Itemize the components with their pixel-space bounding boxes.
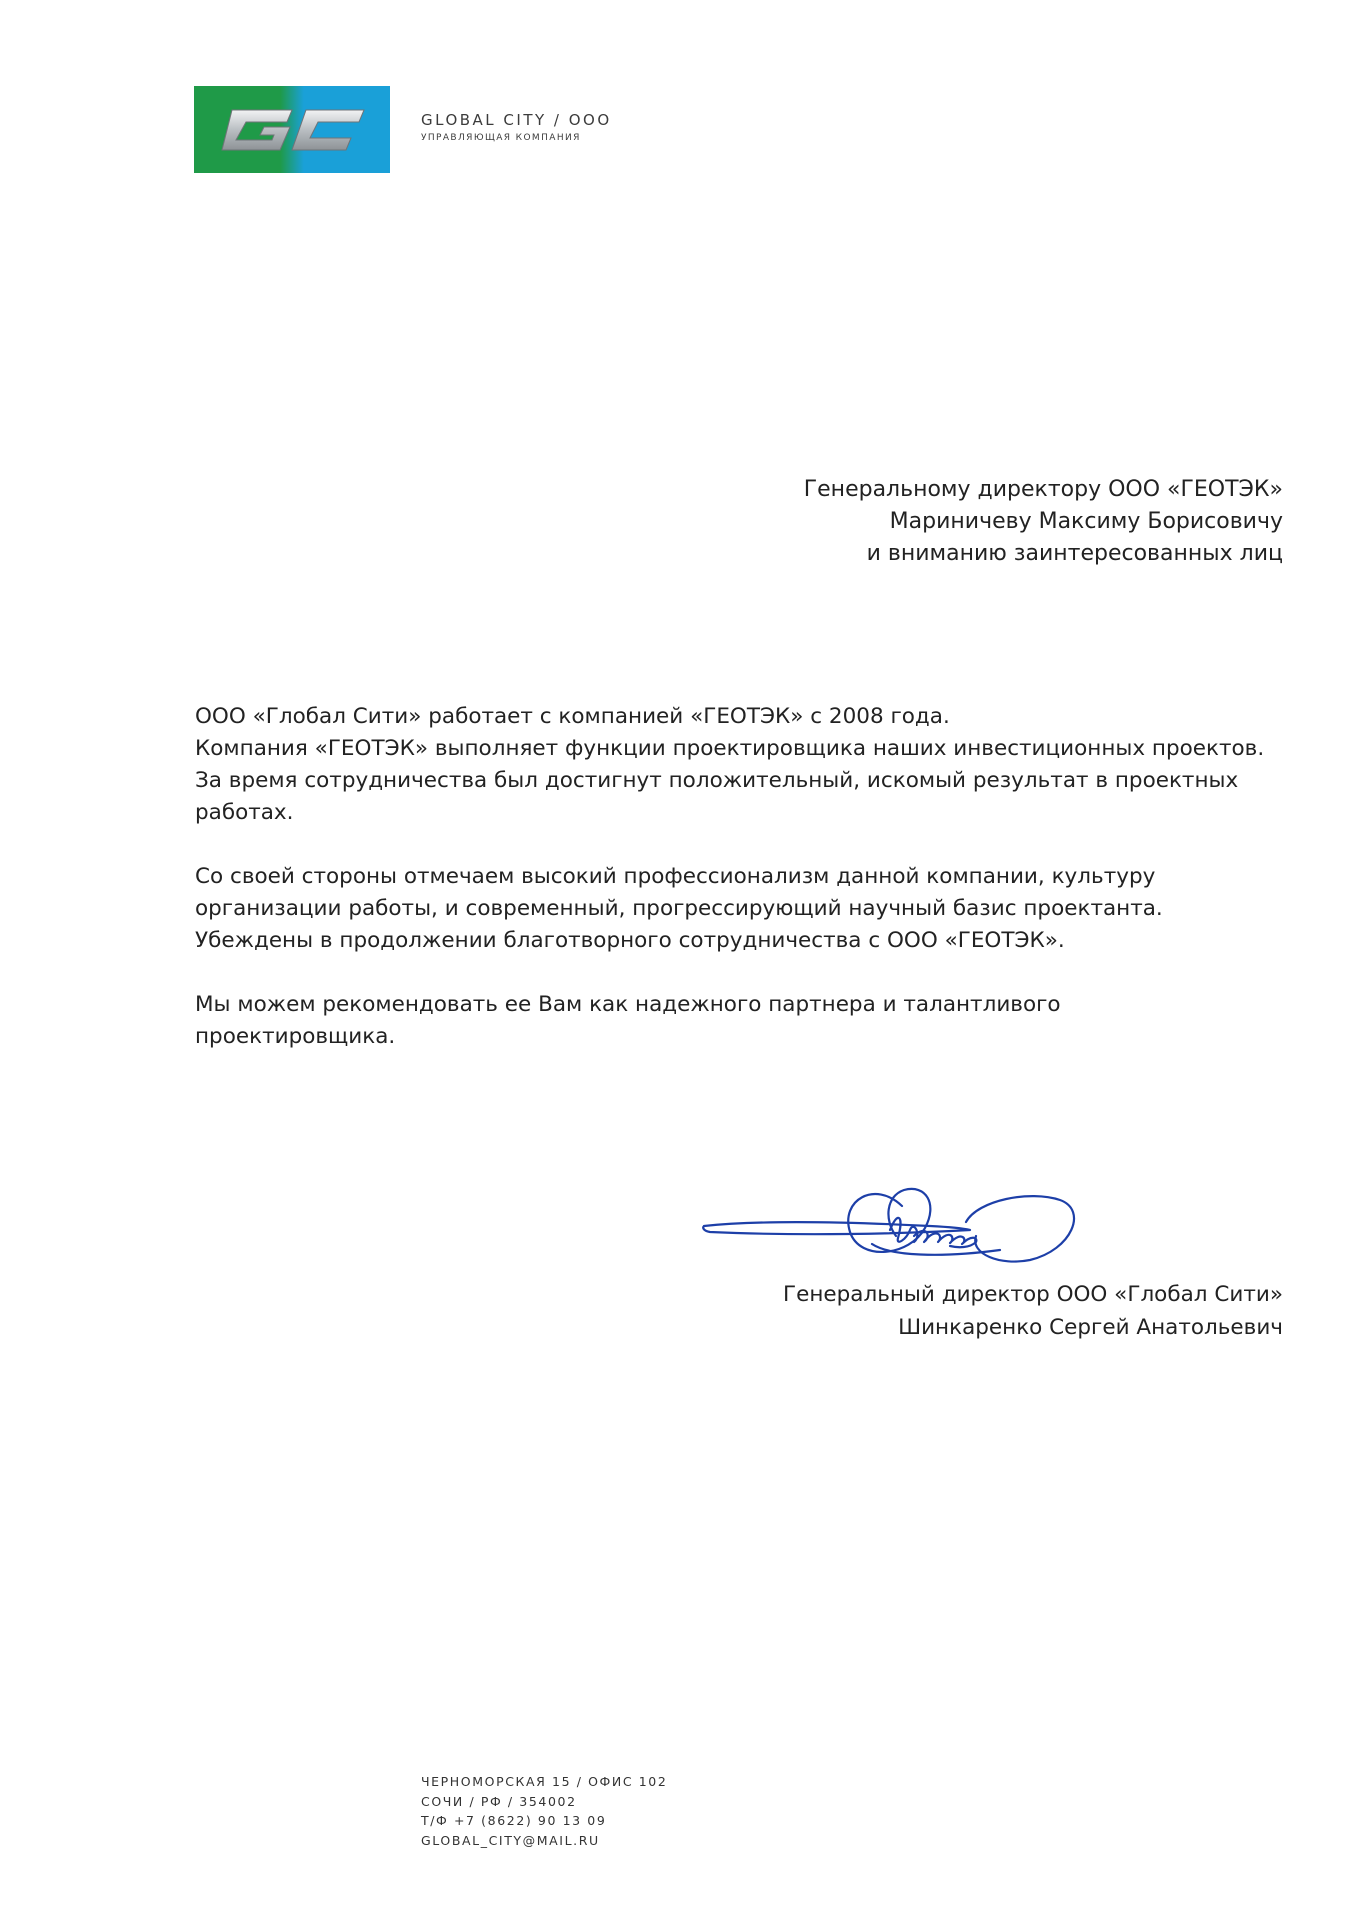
- signatory-name: Шинкаренко Сергей Анатольевич: [898, 1315, 1283, 1340]
- signatory-block: [583, 1278, 1283, 1344]
- body-line: проектировщика.: [195, 1024, 396, 1049]
- paragraph: [195, 701, 1275, 829]
- company-logo: [194, 86, 390, 173]
- footer-address: ЧЕРНОМОРСКАЯ 15 / ОФИС 102: [421, 1774, 668, 1789]
- footer-phone: Т/Ф +7 (8622) 90 13 09: [421, 1813, 607, 1828]
- body-line: Убеждены в продолжении благотворного сотрудничества с ООО «ГЕОТЭК».: [195, 928, 1065, 953]
- body-line: организации работы, и современный, прогрессирующий научный базис проектанта.: [195, 896, 1163, 921]
- addressee-line: Мариничеву Максиму Борисовичу: [889, 509, 1283, 534]
- addressee-line: и вниманию заинтересованных лиц: [866, 541, 1283, 566]
- gc-logo-icon: [194, 86, 390, 173]
- footer-email: GLOBAL_CITY@MAIL.RU: [421, 1832, 600, 1848]
- signatory-title: Генеральный директор ООО «Глобал Сити»: [783, 1282, 1283, 1307]
- company-subtitle: УПРАВЛЯЮЩАЯ КОМПАНИЯ: [421, 133, 581, 143]
- paragraph: [195, 989, 1275, 1053]
- body-line: Мы можем рекомендовать ее Вам как надежного партнера и талантливого: [195, 992, 1061, 1017]
- footer-contacts: [421, 1772, 667, 1850]
- footer-city: СОЧИ / РФ / 354002: [421, 1793, 577, 1809]
- body-line: За время сотрудничества был достигнут положительный, искомый результат в проектных: [195, 768, 1239, 793]
- body-line: Компания «ГЕОТЭК» выполняет функции проектировщика наших инвестиционных проектов.: [195, 736, 1265, 761]
- body-line: работах.: [195, 800, 294, 825]
- letter-body: [195, 701, 1275, 1085]
- addressee-line: Генеральному директору ООО «ГЕОТЭК»: [803, 477, 1283, 502]
- company-name: GLOBAL CITY / ООО: [421, 111, 612, 129]
- body-line: ООО «Глобал Сити» работает с компанией «ГЕОТЭК» с 2008 года.: [195, 704, 950, 729]
- body-line: Со своей стороны отмечаем высокий профессионализм данной компании, культуру: [195, 864, 1156, 889]
- addressee-block: [583, 474, 1283, 570]
- paragraph: [195, 861, 1275, 957]
